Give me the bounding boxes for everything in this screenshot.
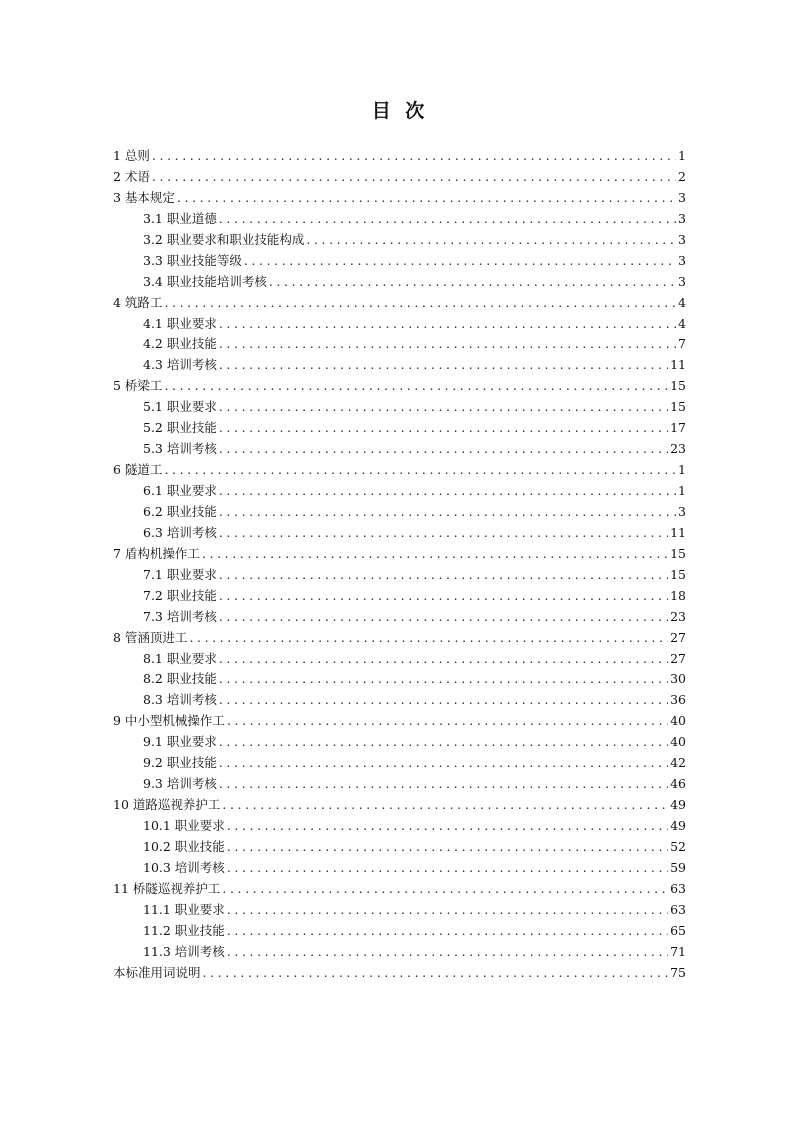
toc-entry[interactable] [113, 146, 686, 167]
toc-entry[interactable] [113, 963, 686, 984]
toc-entry[interactable] [113, 523, 686, 544]
toc-entry-label: 11.1 职业要求 [143, 901, 225, 917]
toc-entry-label: 8.3 培训考核 [143, 692, 217, 708]
dot-leader [219, 565, 668, 586]
toc-entry[interactable] [113, 921, 686, 942]
toc-entry-page: 15 [670, 399, 686, 415]
toc-entry-label: 2 术语 [113, 168, 150, 184]
toc-entry[interactable] [113, 481, 686, 502]
toc-entry-label: 6 隧道工 [113, 462, 163, 478]
toc-entry-label: 11 桥隧巡视养护工 [113, 880, 221, 896]
toc-entry-page: 40 [670, 734, 686, 750]
toc-entry-label: 5.1 职业要求 [143, 399, 217, 415]
dot-leader [219, 523, 668, 544]
dot-leader [306, 230, 676, 251]
toc-entry[interactable] [113, 209, 686, 230]
toc-entry-label: 8 管涵顶进工 [113, 629, 188, 645]
toc-entry-label: 3.3 职业技能等级 [143, 252, 242, 268]
toc-entry-label: 7.2 职业技能 [143, 587, 217, 603]
toc-entry[interactable] [113, 649, 686, 670]
toc-entry-label: 5.2 职业技能 [143, 420, 217, 436]
toc-entry-label: 5 桥梁工 [113, 378, 163, 394]
toc-entry-label: 9.1 职业要求 [143, 734, 217, 750]
dot-leader [219, 418, 668, 439]
dot-leader [203, 963, 669, 984]
toc-entry-page: 4 [678, 294, 686, 310]
table-of-contents [113, 146, 686, 984]
dot-leader [219, 481, 676, 502]
dot-leader [269, 272, 676, 293]
toc-entry-label: 5.3 培训考核 [143, 441, 217, 457]
toc-entry-label: 4.2 职业技能 [143, 336, 217, 352]
toc-entry-label: 7 盾构机操作工 [113, 545, 200, 561]
dot-leader [219, 334, 676, 355]
toc-entry[interactable] [113, 251, 686, 272]
toc-entry[interactable] [113, 565, 686, 586]
toc-entry-page: 30 [670, 671, 686, 687]
toc-entry[interactable] [113, 293, 686, 314]
toc-entry-label: 3 基本规定 [113, 189, 175, 205]
toc-entry-label: 9.3 培训考核 [143, 776, 217, 792]
toc-entry-page: 63 [670, 901, 686, 917]
dot-leader [189, 628, 668, 649]
toc-entry[interactable] [113, 439, 686, 460]
dot-leader [219, 669, 668, 690]
toc-entry[interactable] [113, 397, 686, 418]
toc-entry-page: 46 [670, 776, 686, 792]
toc-entry-label: 11.3 培训考核 [143, 943, 225, 959]
toc-entry-page: 7 [678, 336, 686, 352]
toc-entry-page: 59 [670, 859, 686, 875]
page-title: 目 次 [371, 100, 429, 122]
toc-entry[interactable] [113, 460, 686, 481]
toc-entry-label: 6.3 培训考核 [143, 524, 217, 540]
toc-entry[interactable] [113, 900, 686, 921]
dot-leader [222, 795, 668, 816]
toc-entry-label: 8.2 职业技能 [143, 671, 217, 687]
toc-entry-page: 23 [670, 441, 686, 457]
toc-entry-page: 36 [670, 692, 686, 708]
dot-leader [244, 251, 676, 272]
toc-entry-label: 8.1 职业要求 [143, 650, 217, 666]
toc-entry-page: 2 [678, 168, 686, 184]
toc-entry-label: 3.2 职业要求和职业技能构成 [143, 231, 305, 247]
toc-entry-page: 3 [678, 210, 686, 226]
toc-entry[interactable] [113, 795, 686, 816]
toc-entry-page: 1 [678, 148, 686, 163]
toc-entry-label: 4 筑路工 [113, 294, 163, 310]
dot-leader [219, 314, 676, 335]
toc-entry[interactable] [113, 879, 686, 900]
toc-entry[interactable] [113, 607, 686, 628]
dot-leader [219, 753, 668, 774]
toc-entry[interactable] [113, 502, 686, 523]
dot-leader [227, 858, 668, 879]
toc-entry-label: 6.1 职业要求 [143, 483, 217, 498]
dot-leader [219, 690, 668, 711]
toc-entry-label: 9 中小型机械操作工 [113, 713, 225, 729]
toc-entry-page: 11 [670, 357, 686, 373]
toc-entry-label: 11.2 职业技能 [143, 922, 225, 938]
toc-entry[interactable] [113, 837, 686, 858]
toc-entry[interactable] [113, 167, 686, 188]
dot-leader [227, 921, 668, 942]
toc-entry[interactable] [113, 732, 686, 753]
toc-entry-page: 17 [670, 420, 686, 436]
toc-entry-page: 75 [670, 964, 686, 980]
dot-leader [219, 439, 668, 460]
toc-entry-page: 4 [678, 315, 686, 331]
dot-leader [227, 900, 668, 921]
toc-entry[interactable] [113, 942, 686, 963]
toc-entry-label: 3.4 职业技能培训考核 [143, 273, 267, 289]
dot-leader [164, 293, 676, 314]
toc-entry[interactable] [113, 774, 686, 795]
toc-entry-page: 65 [670, 922, 686, 938]
dot-leader [219, 774, 668, 795]
dot-leader [227, 837, 668, 858]
toc-entry[interactable] [113, 418, 686, 439]
toc-entry[interactable] [113, 230, 686, 251]
toc-entry[interactable] [113, 816, 686, 837]
toc-entry-page: 3 [678, 503, 686, 519]
toc-entry[interactable] [113, 669, 686, 690]
toc-entry-page: 49 [670, 818, 686, 833]
toc-entry-page: 23 [670, 608, 686, 624]
dot-leader [219, 209, 676, 230]
dot-leader [227, 711, 668, 732]
dot-leader [219, 502, 676, 523]
toc-entry-page: 18 [670, 587, 686, 603]
dot-leader [164, 376, 668, 397]
dot-leader [219, 649, 668, 670]
toc-entry-label: 10 道路巡视养护工 [113, 797, 221, 813]
toc-entry[interactable] [113, 690, 686, 711]
dot-leader [164, 460, 676, 481]
dot-leader [177, 188, 676, 209]
toc-entry-page: 27 [670, 629, 686, 645]
dot-leader [219, 732, 668, 753]
toc-entry[interactable] [113, 272, 686, 293]
toc-entry-page: 1 [678, 483, 686, 498]
dot-leader [202, 544, 668, 565]
toc-entry-page: 49 [670, 797, 686, 813]
toc-entry-page: 52 [670, 838, 686, 854]
toc-entry-page: 3 [678, 273, 686, 289]
toc-entry[interactable] [113, 334, 686, 355]
toc-entry-page: 3 [678, 252, 686, 268]
toc-entry-page: 42 [670, 755, 686, 771]
toc-entry[interactable] [113, 628, 686, 649]
toc-entry-label: 1 总则 [113, 148, 150, 163]
toc-entry[interactable] [113, 314, 686, 335]
toc-entry[interactable] [113, 711, 686, 732]
toc-entry-page: 63 [670, 880, 686, 896]
dot-leader [219, 607, 668, 628]
toc-entry[interactable] [113, 355, 686, 376]
toc-entry-page: 11 [670, 524, 686, 540]
toc-entry-label: 4.1 职业要求 [143, 315, 217, 331]
toc-entry[interactable] [113, 544, 686, 565]
toc-entry-page: 71 [670, 943, 686, 959]
toc-entry-page: 3 [678, 189, 686, 205]
dot-leader [219, 397, 668, 418]
dot-leader [152, 167, 676, 188]
dot-leader [227, 816, 668, 837]
toc-entry-label: 4.3 培训考核 [143, 357, 217, 373]
toc-entry-page: 27 [670, 650, 686, 666]
dot-leader [219, 355, 668, 376]
dot-leader [227, 942, 668, 963]
toc-entry-label: 6.2 职业技能 [143, 503, 217, 519]
toc-entry-page: 1 [678, 462, 686, 478]
toc-entry[interactable] [113, 858, 686, 879]
toc-entry[interactable] [113, 586, 686, 607]
dot-leader [219, 586, 668, 607]
toc-entry-page: 15 [670, 378, 686, 394]
dot-leader [152, 146, 676, 167]
dot-leader [222, 879, 668, 900]
toc-entry-label: 7.3 培训考核 [143, 608, 217, 624]
toc-entry-page: 15 [670, 566, 686, 582]
toc-entry[interactable] [113, 188, 686, 209]
toc-entry[interactable] [113, 753, 686, 774]
toc-entry-page: 40 [670, 713, 686, 729]
toc-entry-label: 本标准用词说明 [113, 964, 201, 980]
toc-entry-label: 9.2 职业技能 [143, 755, 217, 771]
toc-entry[interactable] [113, 376, 686, 397]
toc-entry-page: 15 [670, 545, 686, 561]
toc-entry-page: 3 [678, 231, 686, 247]
toc-entry-label: 10.2 职业技能 [143, 838, 225, 854]
toc-entry-label: 7.1 职业要求 [143, 566, 217, 582]
toc-entry-label: 3.1 职业道德 [143, 210, 217, 226]
toc-entry-label: 10.3 培训考核 [143, 859, 225, 875]
toc-entry-label: 10.1 职业要求 [143, 818, 225, 833]
